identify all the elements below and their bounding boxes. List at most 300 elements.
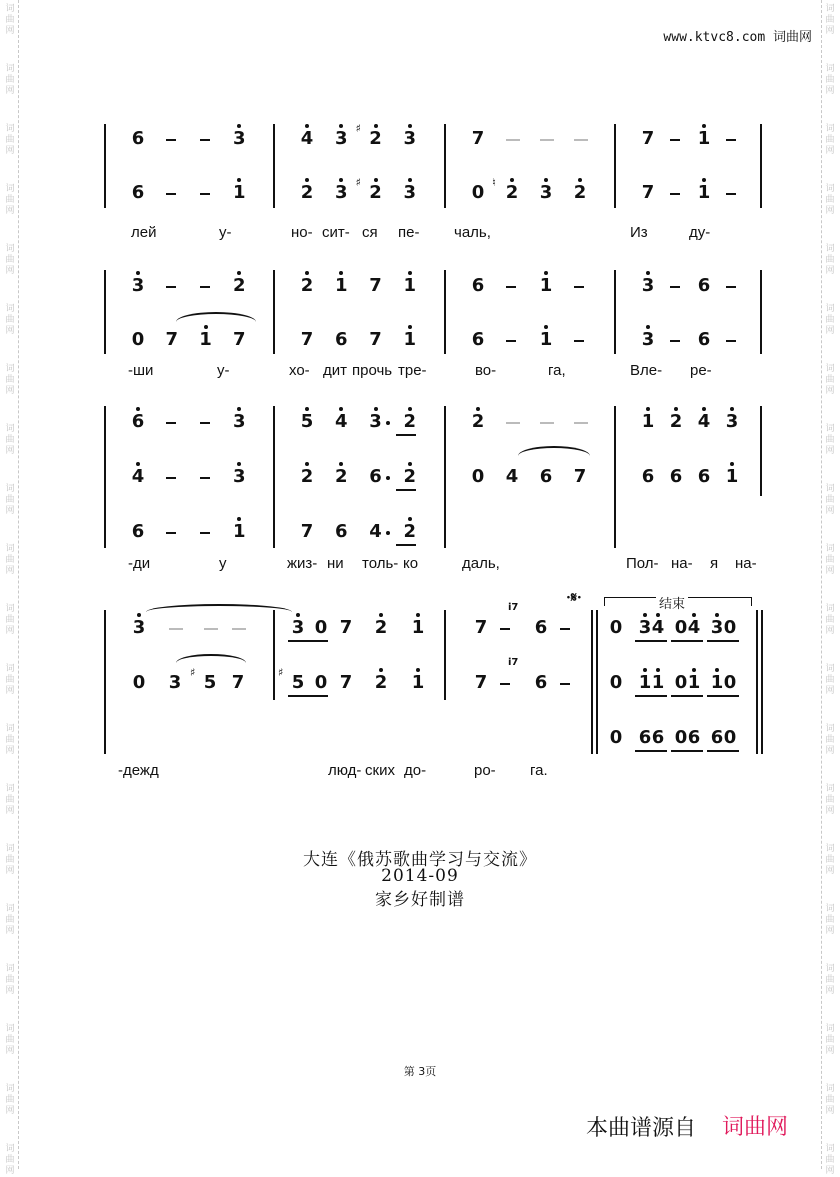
barline [273,270,275,354]
octave-dot [730,407,734,411]
credit-author: 家乡好制谱 [375,890,465,910]
lyric-syllable: толь- [362,555,399,572]
watermark-text: 词 曲 网 [825,64,835,96]
note: 2 [374,617,388,638]
underline [707,640,739,642]
note: 0 [132,672,146,693]
lyric-syllable: лей [131,224,157,241]
page-number: 第 3页 [403,1065,437,1078]
extension-dash [200,286,210,288]
note: 2 [369,182,382,203]
note: 3 [641,275,655,296]
barline [614,270,616,354]
octave-dot [408,407,412,411]
note: 0 [609,672,623,693]
note: 1 [697,182,711,203]
barline [444,406,446,548]
note: 2 [374,672,388,693]
note: 6 [131,521,145,542]
note: 6 [710,727,724,748]
note: 7 [471,128,485,149]
note: 7 [474,617,488,638]
watermark-text: 词 曲 网 [825,784,835,816]
note: 0 [609,727,623,748]
octave-dot [136,271,140,275]
lyric-syllable: прочь [352,362,393,379]
octave-dot [137,613,141,617]
octave-dot [305,124,309,128]
octave-dot [692,668,696,672]
barline [273,610,275,700]
augmentation-dot [386,476,390,480]
note: 1 [687,672,701,693]
note: 3 [638,617,652,638]
note: 6 [687,727,701,748]
note: 4 [300,128,314,149]
watermark-text: 词 曲 网 [5,244,15,276]
note: 4 [505,466,519,487]
note: 0 [723,617,737,638]
extension-dash [726,193,736,195]
watermark-text: 词 曲 网 [825,904,835,936]
note: 6 [651,727,665,748]
barline [104,610,106,754]
extension-dash [506,340,516,342]
accidental: ♯ [355,122,361,135]
extension-dash [670,193,680,195]
note: 3 [403,182,417,203]
extension-dash [726,340,736,342]
note: 1 [710,672,724,693]
grace-notes: i̇7 [508,657,519,668]
watermark-text: 词 曲 网 [825,4,835,36]
lyric-syllable: га. [530,762,548,779]
note: 5 [203,672,217,693]
watermark-text: 词 曲 网 [825,544,835,576]
note: 2 [471,411,485,432]
extension-dash [574,422,588,424]
accidental: ♮ [492,176,496,189]
note: 6 [669,466,683,487]
barline [614,406,616,548]
octave-dot [408,517,412,521]
extension-dash [726,286,736,288]
barline [104,406,106,548]
note: 3 [725,411,739,432]
accidental: ♯ [355,176,361,189]
barline [761,610,763,754]
underline [671,750,703,752]
segno-sign: ·𝄋· [566,590,582,606]
octave-dot [408,325,412,329]
note: 0 [471,466,485,487]
lyric-syllable: чаль, [454,224,491,241]
octave-dot [646,325,650,329]
watermark-text: 词 曲 网 [5,724,15,756]
underline [671,695,703,697]
slur [176,312,256,332]
barline [760,124,762,208]
extension-dash [204,628,218,630]
watermark-text: 词 曲 网 [5,64,15,96]
note: 2 [403,521,417,542]
note: 6 [638,727,652,748]
extension-dash [166,477,176,479]
note: 6 [697,466,711,487]
note: 3 [334,128,348,149]
octave-dot [416,613,420,617]
lyric-syllable: сит- [322,224,350,241]
extension-dash [500,683,510,685]
barline [104,270,106,354]
watermark-text: 词 曲 网 [825,844,835,876]
octave-dot [136,407,140,411]
note: 2 [669,411,683,432]
note: 7 [641,182,655,203]
accidental: ♯ [190,666,196,679]
octave-dot [379,613,383,617]
note: 3 [369,411,382,432]
extension-dash [166,286,176,288]
extension-dash [540,422,554,424]
watermark-text: 词 曲 网 [5,904,15,936]
octave-dot [305,407,309,411]
note: 4 [697,411,711,432]
lyric-syllable: на- [671,555,693,572]
note: 4 [687,617,701,638]
note: 7 [300,329,314,350]
underline [707,750,739,752]
note: 6 [641,466,655,487]
lyric-syllable: у- [217,362,230,379]
note: 6 [539,466,553,487]
watermark-text: 词 曲 网 [825,124,835,156]
extension-dash [574,340,584,342]
extension-dash [670,340,680,342]
barline [596,610,598,754]
lyric-syllable: ни [327,555,344,572]
octave-dot [544,178,548,182]
octave-dot [656,668,660,672]
underline [671,640,703,642]
octave-dot [730,462,734,466]
lyric-syllable: -дежд [118,762,159,779]
watermark-text: 词 曲 网 [5,484,15,516]
note: 1 [403,329,417,350]
extension-dash [169,628,183,630]
note: 1 [638,672,652,693]
octave-dot [646,271,650,275]
extension-dash [200,532,210,534]
lyric-syllable: ко [403,555,419,572]
note: 3 [710,617,724,638]
extension-dash [670,286,680,288]
note: 3 [132,617,146,638]
watermark-text: 词 曲 网 [5,964,15,996]
note: 2 [505,182,519,203]
barline [591,610,593,754]
lyric-syllable: до- [404,762,427,779]
note: 3 [539,182,553,203]
accidental: ♯ [278,666,284,679]
note: 6 [471,275,485,296]
extension-dash [560,628,570,630]
underline [635,750,667,752]
octave-dot [305,271,309,275]
note: 7 [232,329,246,350]
note: 7 [231,672,245,693]
extension-dash [506,139,520,141]
note: 7 [474,672,488,693]
extension-dash [506,286,516,288]
octave-dot [136,462,140,466]
note: 2 [334,466,348,487]
octave-dot [674,407,678,411]
watermark-text: 词 曲 网 [5,304,15,336]
note: 0 [314,617,328,638]
watermark-text: 词 曲 网 [5,844,15,876]
credit-source: 大连《俄苏歌曲学习与交流》 [303,850,537,870]
octave-dot [646,407,650,411]
note: 0 [131,329,145,350]
left-watermark-column [2,0,19,1176]
lyric-syllable: даль, [462,555,500,572]
watermark-text: 词 曲 网 [5,604,15,636]
barline [756,610,758,754]
slur [518,446,590,466]
barline [273,406,275,548]
extension-dash [166,422,176,424]
note: 6 [697,275,711,296]
watermark-text: 词 曲 网 [5,544,15,576]
watermark-text: 词 曲 网 [825,724,835,756]
note: 4 [651,617,665,638]
barline [614,124,616,208]
octave-dot [416,668,420,672]
extension-dash [166,532,176,534]
note: 1 [411,617,425,638]
watermark-text: 词 曲 网 [825,1144,835,1176]
note: 6 [534,617,548,638]
note: 7 [369,329,382,350]
note: 6 [369,466,382,487]
watermark-text: 词 曲 网 [5,784,15,816]
note: 2 [403,466,417,487]
lyric-syllable: Пол- [626,555,659,572]
barline [444,610,446,700]
octave-dot [408,124,412,128]
note: 7 [573,466,587,487]
extension-dash [232,628,246,630]
note: 1 [232,182,246,203]
note: 0 [471,182,485,203]
note: 1 [539,329,553,350]
extension-dash [726,139,736,141]
extension-dash [670,139,680,141]
watermark-text: 词 曲 网 [825,604,835,636]
note: 7 [369,275,382,296]
extension-dash [200,139,210,141]
note: 1 [411,672,425,693]
barline [760,270,762,354]
note: 0 [674,617,688,638]
note: 2 [403,411,417,432]
watermark-text: 词 曲 网 [825,364,835,396]
lyric-syllable: дит [323,362,348,379]
right-watermark-column [821,0,838,1176]
underline [396,544,416,546]
watermark-text: 词 曲 网 [5,364,15,396]
octave-dot [374,124,378,128]
octave-dot [544,271,548,275]
lyric-syllable: ро- [474,762,496,779]
note: 1 [651,672,665,693]
lyric-syllable: га, [548,362,566,379]
extension-dash [200,193,210,195]
note: 3 [403,128,417,149]
note: 0 [314,672,328,693]
note: 6 [334,521,348,542]
note: 1 [232,521,246,542]
watermark-text: 词 曲 网 [825,304,835,336]
footer-brand-link[interactable]: 词曲网 [722,1115,789,1140]
barline [444,270,446,354]
lyric-syllable: жиз- [287,555,318,572]
lyric-syllable: тре- [398,362,427,379]
lyric-syllable: -ши [128,362,154,379]
watermark-text: 词 曲 网 [825,1084,835,1116]
lyric-syllable: у- [219,224,232,241]
octave-dot [692,613,696,617]
underline [396,434,416,436]
grace-notes: i̇7 [508,602,519,613]
lyric-syllable: хо- [289,362,310,379]
slur [176,654,246,672]
watermark-text: 词 曲 网 [825,244,835,276]
augmentation-dot [386,421,390,425]
octave-dot [702,124,706,128]
note: 1 [641,411,655,432]
extension-dash [574,286,584,288]
note: 7 [641,128,655,149]
octave-dot [374,407,378,411]
extension-dash [200,422,210,424]
credit-date: 2014-09 [381,866,459,886]
note: 4 [334,411,348,432]
note: 6 [131,411,145,432]
note: 1 [697,128,711,149]
watermark-text: 词 曲 网 [5,1084,15,1116]
underline [707,695,739,697]
lyric-syllable: у [219,555,227,572]
note: 6 [471,329,485,350]
note: 3 [168,672,182,693]
watermark-text: 词 曲 网 [825,664,835,696]
barline [760,406,762,496]
note: 6 [131,182,145,203]
octave-dot [408,462,412,466]
octave-dot [702,178,706,182]
note: 7 [339,617,353,638]
octave-dot [408,271,412,275]
footer-source-label: 本曲谱源自 [586,1116,697,1141]
lyric-syllable: Вле- [630,362,663,379]
watermark-text: 词 曲 网 [5,424,15,456]
octave-dot [305,178,309,182]
extension-dash [500,628,510,630]
note: 2 [573,182,587,203]
tie [146,604,292,620]
ending-label: 结束 [656,593,688,612]
note: 1 [199,329,212,350]
note: 7 [300,521,314,542]
note: 3 [232,411,246,432]
octave-dot [656,613,660,617]
octave-dot [379,668,383,672]
barline [273,124,275,208]
note: 0 [674,727,688,748]
extension-dash [200,477,210,479]
watermark-text: 词 曲 网 [5,1144,15,1176]
watermark-text: 词 曲 网 [825,424,835,456]
note: 7 [165,329,179,350]
extension-dash [166,139,176,141]
octave-dot [544,325,548,329]
note: 6 [334,329,348,350]
note: 2 [300,182,314,203]
lyric-syllable: на- [735,555,757,572]
note: 3 [232,128,246,149]
octave-dot [702,407,706,411]
note: 4 [131,466,145,487]
watermark-text: 词 曲 网 [825,484,835,516]
watermark-text: 词 曲 网 [825,184,835,216]
note: 1 [403,275,417,296]
note: 0 [723,727,737,748]
watermark-text: 词 曲 网 [5,664,15,696]
lyric-syllable: ся [362,224,378,241]
site-header[interactable]: www.ktvc8.com 词曲网 [663,30,812,45]
watermark-text: 词 曲 网 [825,1024,835,1056]
note: 4 [369,521,382,542]
octave-dot [578,178,582,182]
note: 3 [641,329,655,350]
note: 0 [609,617,623,638]
lyric-syllable: я [710,555,719,572]
note: 0 [723,672,737,693]
underline [288,640,328,642]
watermark-text: 词 曲 网 [5,4,15,36]
watermark-text: 词 曲 网 [5,184,15,216]
watermark-text: 词 曲 网 [5,124,15,156]
octave-dot [510,178,514,182]
underline [396,489,416,491]
octave-dot [476,407,480,411]
note: 2 [232,275,246,296]
lyric-syllable: ду- [689,224,711,241]
watermark-text: 词 曲 网 [5,1024,15,1056]
note: 0 [674,672,688,693]
extension-dash [506,422,520,424]
augmentation-dot [386,531,390,535]
extension-dash [540,139,554,141]
lyric-syllable: ре- [690,362,712,379]
note: 1 [725,466,739,487]
note: 5 [291,672,305,693]
note: 7 [339,672,353,693]
extension-dash [560,683,570,685]
extension-dash [166,193,176,195]
